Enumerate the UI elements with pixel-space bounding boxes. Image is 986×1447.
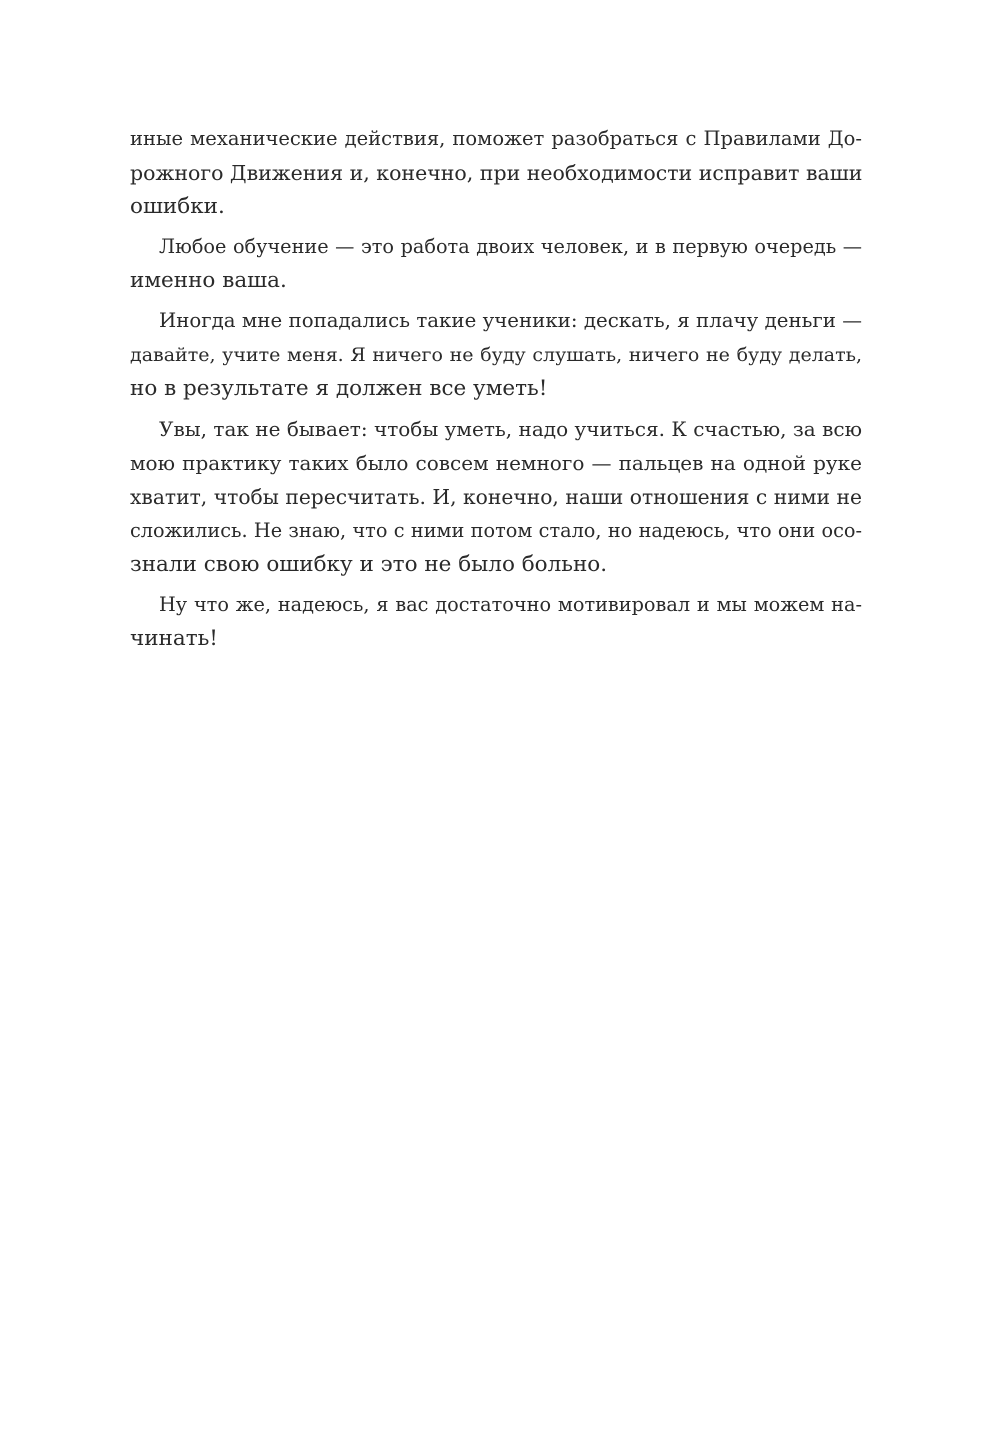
text-line: хватит, чтобы пересчитать. И, конечно, наши отношения с ними не [130,485,862,509]
text-line: рожного Движения и, конечно, при необходимости исправит ваши [130,161,863,185]
paragraph-4 [130,412,862,582]
text-line: Ну что же, надеюсь, я вас достаточно мотивировал и мы можем на- [159,593,862,616]
paragraph-1 [130,122,862,224]
text-line: ошибки. [130,194,225,219]
paragraph-3 [130,304,862,406]
paragraph-2 [130,230,862,298]
paragraph-5 [130,588,862,656]
text-line: но в результате я должен все уметь! [130,376,548,401]
text-line: давайте, учите меня. Я ничего не буду слушать, ничего не буду делать, [130,344,862,366]
text-line: Иногда мне попадались такие ученики: дескать, я плачу деньги — [159,309,862,332]
text-line: сложились. Не знаю, что с ними потом стало, но надеюсь, что они осо- [130,519,862,542]
text-line: Увы, так не бывает: чтобы уметь, надо учиться. К счастью, за всю [159,417,862,441]
text-line: именно ваша. [130,268,287,293]
text-line: Любое обучение — это работа двоих человек, и в первую очередь — [159,235,862,258]
text-line: мою практику таких было совсем немного — пальцев на одной руке [130,451,862,475]
text-line: иные механические действия, поможет разобраться с Правилами До- [130,127,862,150]
text-line: знали свою ошибку и это не было больно. [130,552,608,577]
text-line: чинать! [130,626,218,651]
body-text [130,122,862,662]
